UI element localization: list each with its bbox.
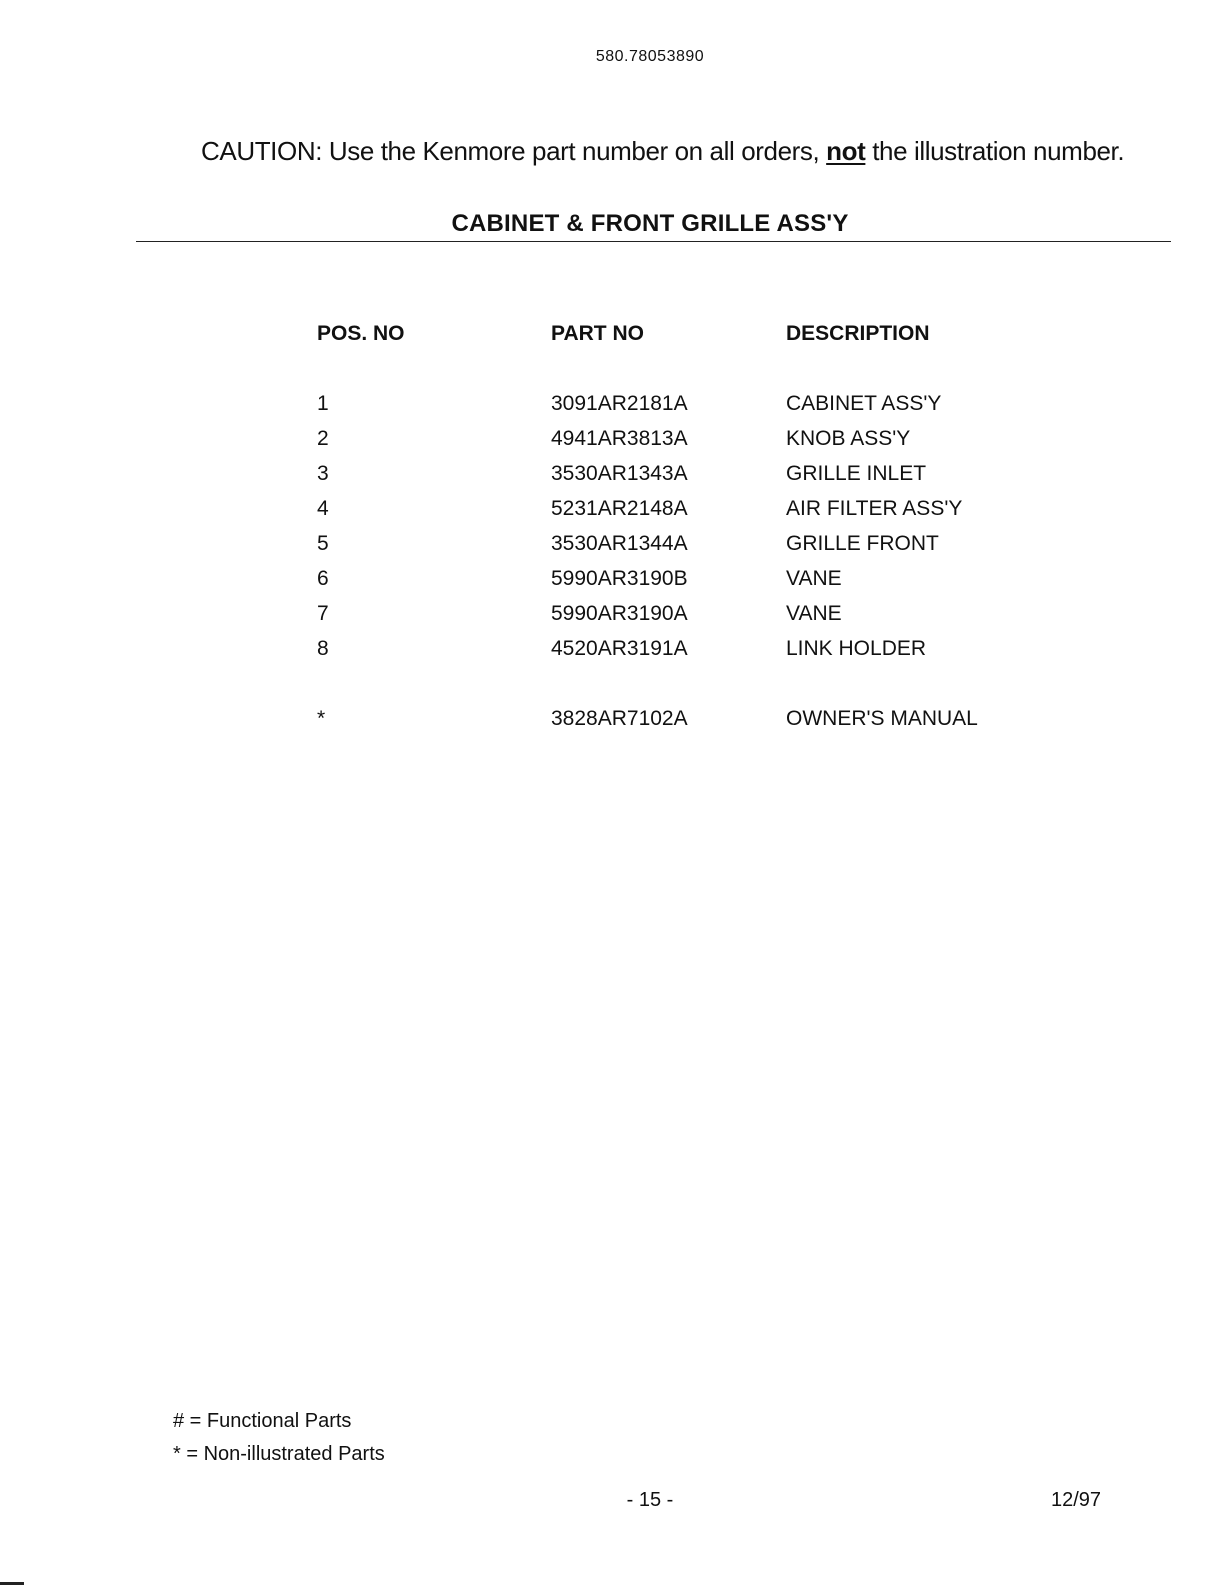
legend-non-illustrated-parts: * = Non-illustrated Parts xyxy=(173,1443,385,1465)
row-description: GRILLE INLET xyxy=(786,462,927,485)
header-pos-no: POS. NO xyxy=(317,322,405,345)
page-number: - 15 - xyxy=(626,1489,674,1511)
row-part-no: 3530AR1344A xyxy=(551,532,688,555)
parts-table xyxy=(0,322,1221,742)
row-part-no: 3530AR1343A xyxy=(551,462,688,485)
row-description: OWNER'S MANUAL xyxy=(786,707,978,730)
row-description: KNOB ASS'Y xyxy=(786,427,911,450)
caution-emphasis: not xyxy=(826,136,866,166)
table-row xyxy=(0,567,1221,602)
row-part-no: 5231AR2148A xyxy=(551,497,688,520)
row-pos-no: 5 xyxy=(317,532,329,555)
table-row xyxy=(0,532,1221,567)
row-part-no: 3091AR2181A xyxy=(551,392,688,415)
row-description: VANE xyxy=(786,602,842,625)
table-row-non-illustrated xyxy=(0,707,1221,742)
table-row xyxy=(0,602,1221,637)
row-pos-no: * xyxy=(317,707,326,730)
row-part-no: 5990AR3190B xyxy=(551,567,688,590)
row-description: GRILLE FRONT xyxy=(786,532,939,555)
caution-label: CAUTION: xyxy=(201,136,323,166)
row-pos-no: 3 xyxy=(317,462,329,485)
row-description: VANE xyxy=(786,567,842,590)
table-row xyxy=(0,427,1221,462)
caution-text-before: Use the Kenmore part number on all orders, xyxy=(328,136,820,166)
row-part-no: 4520AR3191A xyxy=(551,637,688,660)
row-part-no: 5990AR3190A xyxy=(551,602,688,625)
legend-functional-parts: # = Functional Parts xyxy=(173,1410,352,1432)
row-pos-no: 4 xyxy=(317,497,329,520)
row-description: LINK HOLDER xyxy=(786,637,927,660)
table-header-row xyxy=(0,322,1221,372)
row-part-no: 4941AR3813A xyxy=(551,427,688,450)
revision-date: 12/97 xyxy=(1051,1489,1102,1511)
row-pos-no: 6 xyxy=(317,567,329,590)
row-description: CABINET ASS'Y xyxy=(786,392,942,415)
table-row xyxy=(0,497,1221,532)
caution-notice xyxy=(201,136,1124,167)
table-row xyxy=(0,392,1221,427)
header-description: DESCRIPTION xyxy=(786,322,930,345)
table-row xyxy=(0,637,1221,672)
caution-text-after: the illustration number. xyxy=(872,136,1125,166)
row-pos-no: 8 xyxy=(317,637,329,660)
row-description: AIR FILTER ASS'Y xyxy=(786,497,963,520)
row-pos-no: 2 xyxy=(317,427,329,450)
row-pos-no: 1 xyxy=(317,392,329,415)
header-part-no: PART NO xyxy=(551,322,644,345)
row-part-no: 3828AR7102A xyxy=(551,707,688,730)
model-number: 580.78053890 xyxy=(595,48,705,65)
table-row xyxy=(0,462,1221,497)
section-divider xyxy=(136,241,1171,242)
row-pos-no: 7 xyxy=(317,602,329,625)
section-title: CABINET & FRONT GRILLE ASS'Y xyxy=(451,210,849,237)
